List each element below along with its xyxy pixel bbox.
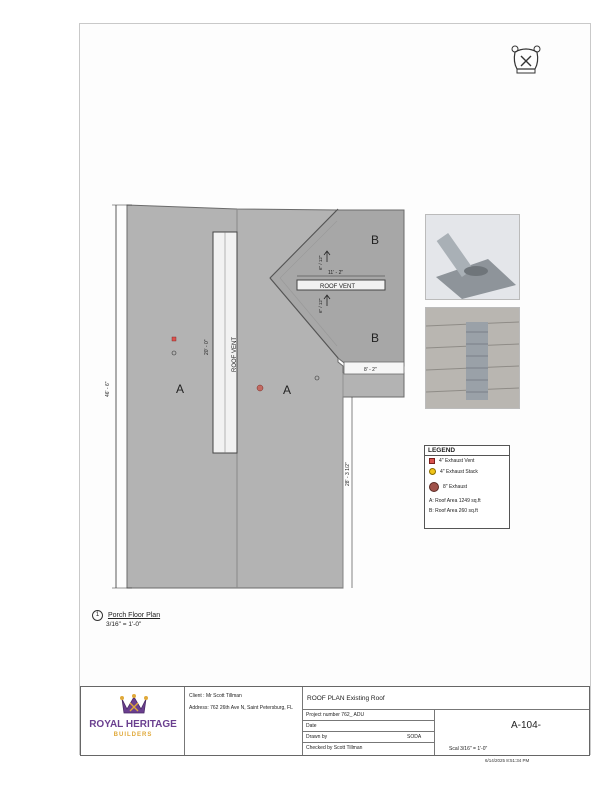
red-square-icon	[429, 458, 435, 464]
legend-item	[425, 477, 509, 494]
legend-item	[425, 456, 509, 466]
area-label-a-center: A	[283, 383, 292, 397]
scale: Scal 3/16" = 1'-0"	[449, 746, 488, 752]
checked-by: Checked by Scott Tillman	[306, 745, 363, 751]
dimension-right: 28' - 3 1/2"	[345, 462, 351, 486]
exhaust-vent-marker	[172, 337, 176, 341]
view-scale: 3/16" = 1'-0"	[106, 621, 142, 628]
sheet-title: ROOF PLAN Existing Roof	[307, 695, 385, 702]
drawn-by-label: Drawn by	[306, 734, 328, 740]
yellow-circle-icon	[429, 468, 436, 475]
client: Client : Mr Scott Tillman	[189, 693, 242, 699]
drawn-by-value: SODA	[407, 734, 422, 740]
8in-exhaust-marker	[257, 385, 263, 391]
roof-jack-photo	[425, 214, 520, 300]
legend-item-label: 4" Exhaust Vent	[439, 458, 475, 464]
dimension-roof-vent: 20' - 0"	[204, 339, 210, 355]
legend-item	[425, 466, 509, 477]
date-label: Date	[306, 723, 317, 729]
title-block	[80, 686, 590, 756]
area-label-b-top: B	[371, 233, 380, 247]
area-label-a-left: A	[176, 382, 185, 396]
roof-vent-vertical-label: ROOF VENT	[232, 336, 238, 372]
legend-area-b: B: Roof Area 260 sq.ft	[429, 508, 478, 514]
roof-vent-horizontal-label: ROOF VENT	[320, 284, 356, 290]
legend-item-label: 4" Exhaust Stack	[440, 468, 478, 475]
view-number: 1	[92, 610, 103, 621]
slope-top: 6" / 12"	[318, 255, 323, 270]
legend-title: LEGEND	[425, 446, 509, 456]
company-subname: BUILDERS	[113, 732, 153, 738]
slope-bottom: 6" / 12"	[318, 298, 323, 313]
project-number: Project number 762_ ADU	[306, 712, 365, 718]
brown-circle-icon	[429, 482, 439, 492]
print-timestamp: 6/14/2025 8:51:34 PM	[485, 758, 530, 763]
address: Address: 762 26th Ave N, Saint Petersburg, FL	[189, 705, 293, 711]
legend-item-label: 8" Exhaust	[443, 484, 468, 490]
view-caption	[92, 610, 160, 628]
company-name: ROYAL HERITAGE	[89, 719, 177, 730]
exhaust-stack-photo	[425, 307, 520, 409]
dimension-notch: 8' - 2"	[364, 367, 377, 373]
area-label-b-bottom: B	[371, 331, 380, 345]
dimension-left: 46' - 6"	[105, 381, 111, 397]
legend	[424, 445, 510, 529]
dimension-ridge: 11' - 2"	[328, 270, 344, 276]
royal-heritage-crown-icon	[119, 691, 149, 717]
view-title: Porch Floor Plan	[107, 612, 161, 620]
sheet-number: A-104-	[511, 720, 542, 731]
legend-area-a: A: Roof Area 1249 sq.ft	[429, 498, 481, 504]
